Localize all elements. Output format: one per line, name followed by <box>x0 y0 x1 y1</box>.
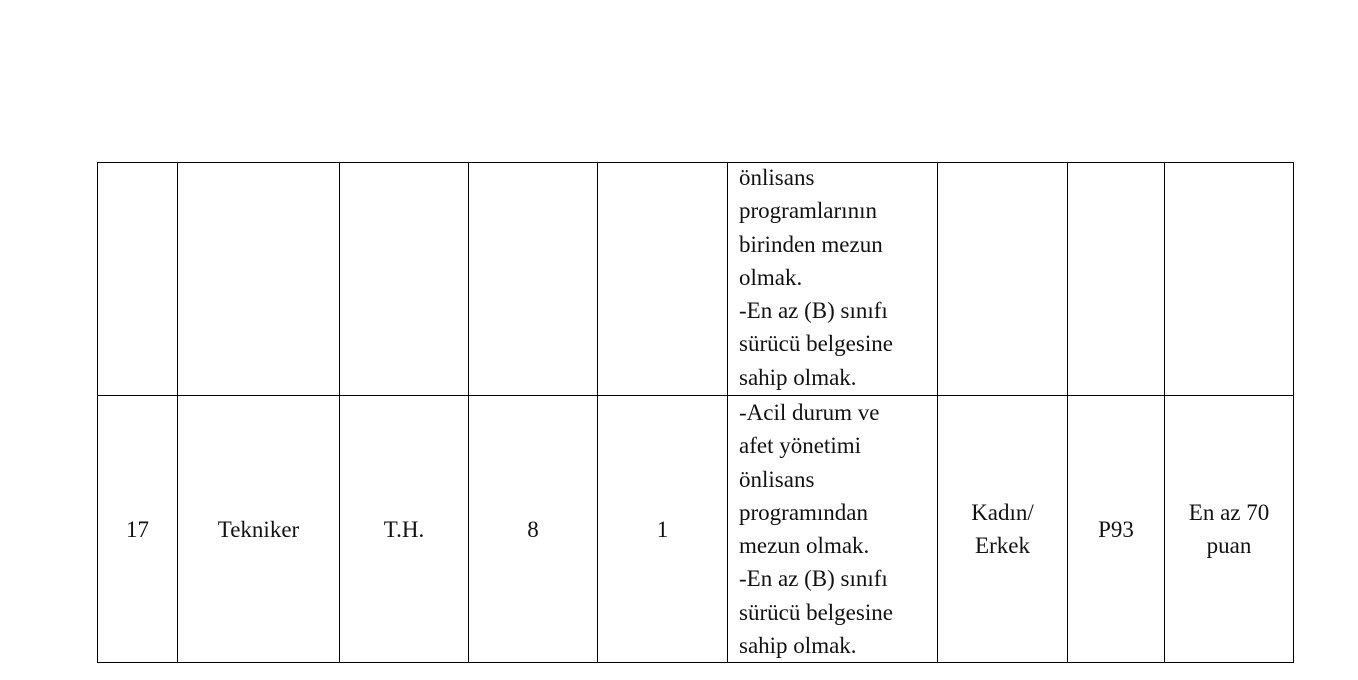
cell-gender-empty <box>938 163 1068 396</box>
cell-class-empty <box>340 163 469 396</box>
recruitment-table <box>97 162 1294 663</box>
requirement-line: olmak. <box>739 264 803 290</box>
cell-degree: 8 <box>469 396 598 663</box>
cell-min-score <box>1165 396 1294 663</box>
cell-score-type-empty <box>1068 163 1165 396</box>
requirement-line: sürücü belgesine <box>739 599 893 625</box>
requirement-line: sahip olmak. <box>739 633 857 659</box>
requirement-line: programlarının <box>739 198 877 224</box>
requirement-line: -En az (B) sınıfı <box>739 566 888 592</box>
requirement-line: birinden mezun <box>739 231 883 257</box>
cell-score-type: P93 <box>1068 396 1165 663</box>
requirement-line: -Acil durum ve <box>739 400 880 425</box>
min-score-line: En az 70 <box>1188 499 1270 525</box>
gender-line: Kadın/ <box>971 499 1034 525</box>
requirement-line: -En az (B) sınıfı <box>739 298 888 324</box>
requirement-line: önlisans <box>739 165 815 190</box>
cell-number-empty <box>98 163 178 396</box>
table-row-continuation <box>98 163 1294 396</box>
cell-requirements-continued <box>728 163 938 396</box>
requirement-line: önlisans <box>739 466 815 492</box>
requirement-line: afet yönetimi <box>739 433 861 459</box>
cell-gender <box>938 396 1068 663</box>
cell-degree-empty <box>469 163 598 396</box>
cell-count: 1 <box>598 396 728 663</box>
requirement-line: sahip olmak. <box>739 364 857 390</box>
gender-line: Erkek <box>975 533 1030 559</box>
requirement-line: mezun olmak. <box>739 533 870 559</box>
cell-min-score-empty <box>1165 163 1294 396</box>
requirement-line: programından <box>739 499 869 525</box>
min-score-line: puan <box>1206 533 1252 559</box>
requirement-line: sürücü belgesine <box>739 331 893 357</box>
cell-count-empty <box>598 163 728 396</box>
cell-number: 17 <box>98 396 178 663</box>
cell-position: Tekniker <box>178 396 340 663</box>
table-row-17 <box>98 396 1294 663</box>
cell-class: T.H. <box>340 396 469 663</box>
cell-position-empty <box>178 163 340 396</box>
cell-requirements <box>728 396 938 663</box>
